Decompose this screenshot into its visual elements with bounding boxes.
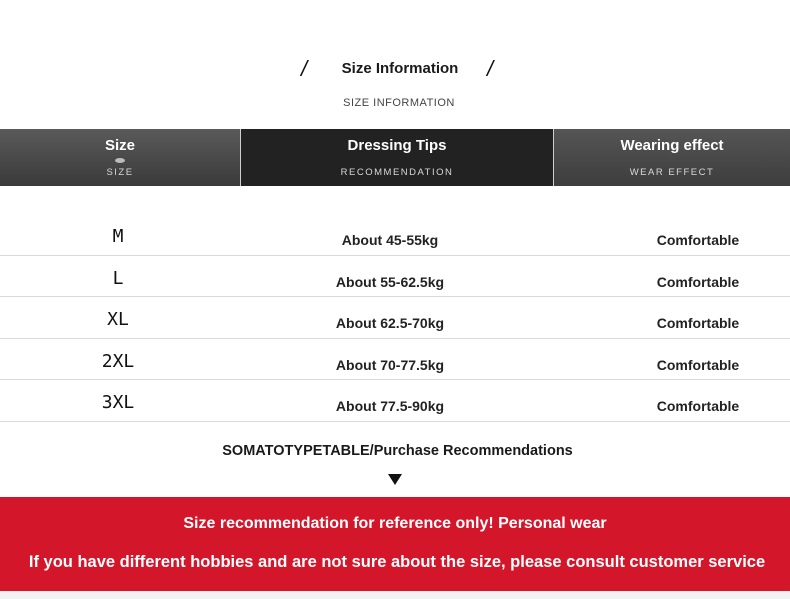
triangle-down-icon (388, 474, 402, 485)
effect-cell: Comfortable (656, 273, 740, 290)
slash-decoration-left: / (301, 56, 308, 81)
header-dressing-tips-label: Dressing Tips (347, 137, 447, 154)
purchase-recommendations-title: SOMATOTYPETABLE/Purchase Recommendations (222, 443, 573, 459)
size-cell: XL (107, 309, 129, 330)
size-cell: 2XL (101, 350, 135, 372)
header-dressing-tips (241, 129, 554, 186)
size-table-body (0, 214, 790, 422)
table-row (0, 214, 790, 256)
effect-cell: Comfortable (656, 398, 740, 414)
size-cell: L (112, 267, 124, 289)
header-wearing-effect (554, 129, 790, 186)
table-row (0, 256, 790, 298)
table-row (0, 297, 790, 339)
page-subtitle: SIZE INFORMATION (343, 97, 455, 109)
table-header (0, 129, 790, 186)
header-size (0, 129, 241, 186)
weight-cell: About 77.5-90kg (335, 398, 445, 414)
header-wearing-effect-sublabel: WEAR EFFECT (629, 167, 715, 178)
bottom-strip (0, 591, 790, 599)
header-dressing-tips-sublabel: RECOMMENDATION (340, 167, 454, 178)
weight-cell: About 45-55kg (341, 232, 439, 248)
weight-cell: About 62.5-70kg (335, 315, 445, 331)
header-size-sublabel: SIZE (106, 167, 134, 178)
page-title: Size Information (341, 60, 459, 77)
size-cell: 3XL (101, 392, 135, 413)
header-size-label: Size (104, 137, 135, 154)
notice-banner (0, 497, 790, 591)
weight-cell: About 55-62.5kg (335, 273, 445, 290)
header-wearing-effect-label: Wearing effect (620, 137, 724, 154)
effect-cell: Comfortable (656, 232, 740, 248)
table-row (0, 380, 790, 422)
effect-cell: Comfortable (656, 315, 740, 331)
size-cell: M (112, 226, 124, 247)
notice-line-1: Size recommendation for reference only! Personal wear (183, 515, 607, 532)
slash-decoration-right: / (487, 56, 494, 81)
effect-cell: Comfortable (656, 356, 740, 373)
notice-line-2: If you have different hobbies and are not sure about the size, please consult customer service (28, 553, 766, 571)
decorative-dot-icon (115, 158, 125, 163)
weight-cell: About 70-77.5kg (335, 356, 445, 373)
table-row (0, 339, 790, 381)
size-information-heading (0, 0, 790, 130)
